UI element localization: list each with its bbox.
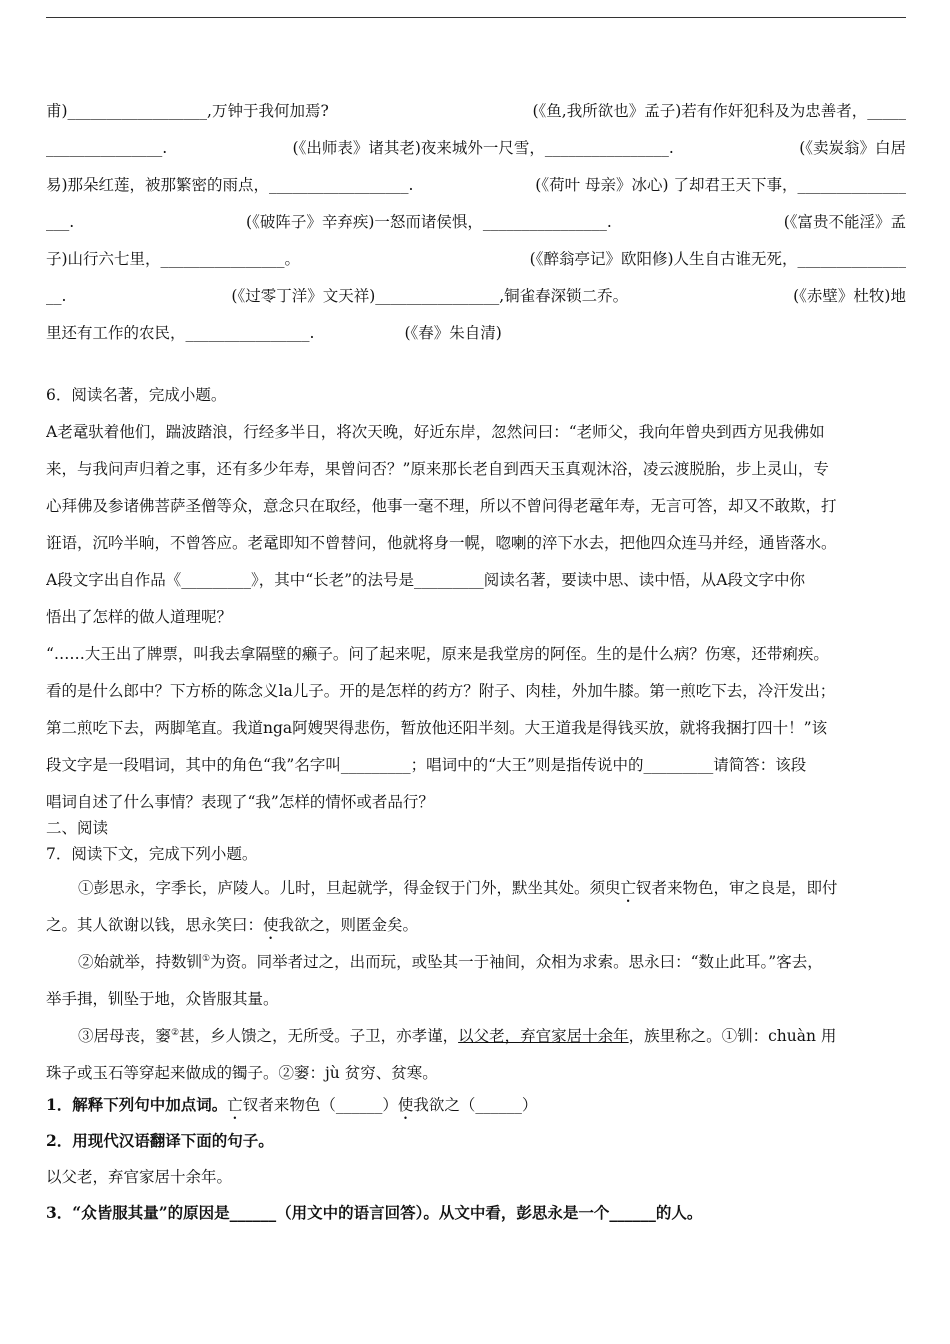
poem-blank: 甫)__________________,万钟于我何加焉? — [46, 102, 329, 120]
poem-line-7 — [46, 315, 906, 352]
poem-line-4 — [46, 204, 906, 241]
passage-line: 看的是什么郎中？下方桥的陈念义la儿子。开的是怎样的药方？附子、肉桂，外加牛膝。第一煎吃下去，冷汗发出； — [46, 682, 836, 700]
dotted-word: 使 — [263, 916, 279, 934]
sub-questions — [46, 1087, 906, 1231]
classical-passage — [46, 870, 906, 1092]
question-line: 悟出了怎样的做人道理呢？ — [46, 608, 233, 626]
paragraph-2-line: ②始就举，持数钏①为资。同举者过之，出而玩，或坠其一于袖间，众相为求索。思永曰：“数止此耳。”客去， — [78, 953, 823, 971]
poem-line-1 — [46, 93, 906, 130]
poem-source: (《春》朱自清) — [404, 324, 502, 342]
poem-source: (《赤壁》杜牧)地 — [793, 287, 906, 305]
poem-blank: _______________. — [46, 139, 168, 157]
question-6 — [46, 377, 906, 821]
top-rule — [46, 17, 906, 18]
paragraph-3-line: ③居母丧，窭②甚，乡人馈之，无所受。子卫，亦孝谨，以父老，弃官家居十余年，族里称之。①钏：chuàn 用 — [78, 1027, 837, 1045]
underlined-sentence: 以父老，弃官家居十余年 — [458, 1027, 629, 1045]
poem-line-5 — [46, 241, 906, 278]
question-line: A段文字出自作品《_________》，其中“长老”的法号是_________阅读名著，要读中思、读中悟，从A段文字中你 — [46, 571, 805, 589]
poem-blank: (《过零丁洋》文天祥)________________,铜雀春深锁二乔。 — [231, 287, 629, 305]
poem-blank: (《醉翁亭记》欧阳修)人生自古谁无死，______________ — [529, 250, 906, 268]
poem-line-3 — [46, 167, 906, 204]
poem-blank: (《荷叶 母亲》冰心) 了却君王天下事，______________ — [535, 176, 906, 194]
footnote-line: 珠子或玉石等穿起来做成的镯子。②窭：jù 贫穷、贫寒。 — [46, 1064, 438, 1082]
passage-line: 第二煎吃下去，两脚笔直。我道nga阿嫂哭得悲伤，暂放他还阳半刻。大王道我是得钱买放，就将我捆打四十！”该 — [46, 719, 828, 737]
footnote-mark: ② — [171, 1027, 180, 1038]
poem-blank: 易)那朵红莲，被那繁密的雨点，__________________. — [46, 176, 414, 194]
question-line: 段文字是一段唱词，其中的角色“我”名字叫_________；唱词中的“大王”则是指传说中的_________请简答：该段 — [46, 756, 807, 774]
poem-blank: ___. — [46, 213, 75, 231]
poem-blank: (《鱼,我所欲也》孟子)若有作奸犯科及为忠善者，_____ — [532, 102, 906, 120]
poem-blank: 里还有工作的农民，________________. — [46, 324, 315, 342]
poem-fill-section — [46, 93, 906, 352]
paragraph-1-line: 之。其人欲谢以钱，思永笑曰：使我欲之，则匿金矣。 — [46, 916, 419, 934]
poem-blank: __. — [46, 287, 67, 305]
paragraph-2-line: 举手揖，钏坠于地，众皆服其量。 — [46, 990, 279, 1008]
poem-blank: (《破阵子》辛弃疾)一怒而诸侯惧，________________. — [246, 213, 612, 231]
poem-line-6 — [46, 278, 906, 315]
question-line: 唱词自述了什么事情？表现了“我”怎样的情怀或者品行？ — [46, 793, 434, 811]
poem-source: (《卖炭翁》白居 — [799, 139, 906, 157]
paragraph-1-line: ①彭思永，字季长，庐陵人。儿时，旦起就学，得金钗于门外，默坐其处。须臾亡钗者来物色，审之良是，即付 — [78, 879, 838, 897]
sub-question-2: 2．用现代汉语翻译下面的句子。 — [46, 1131, 274, 1150]
sub-question-3: 3．“众皆服其量”的原因是______（用文中的语言回答）。从文中看，彭思永是一个______的人。 — [46, 1203, 703, 1222]
section-reading — [46, 815, 906, 867]
sub-question-1: 1．解释下列句中加点词。亡钗者来物色（______）使我欲之（______） — [46, 1095, 538, 1114]
dotted-word: 亡 — [620, 879, 637, 897]
section-heading: 二、阅读 — [46, 819, 109, 837]
passage-line: 心拜佛及参诸佛菩萨圣僧等众，意念只在取经，他事一毫不理，所以不曾问得老鼋年寿，无言可答，却又不敢欺，打 — [46, 497, 837, 515]
passage-line: 诳语，沉吟半晌，不曾答应。老鼋即知不曾替问，他就将身一幌，唿喇的淬下水去，把他四众连马并经，通皆落水。 — [46, 534, 837, 552]
passage-line: 来，与我问声归着之事，还有多少年寿，果曾问否？”原来那长老自到西天玉真观沐浴，凌云渡脱胎，步上灵山，专 — [46, 460, 829, 478]
dotted-word: 亡 — [227, 1096, 243, 1114]
question-heading: 6．阅读名著，完成小题。 — [46, 386, 227, 404]
question-heading: 7．阅读下文，完成下列小题。 — [46, 845, 258, 863]
poem-line-2 — [46, 130, 906, 167]
footnote-mark: ① — [202, 953, 211, 964]
dotted-word: 使 — [397, 1096, 414, 1114]
poem-blank: 子)山行六七里，________________。 — [46, 250, 301, 268]
poem-blank: (《出师表》诸其老)夜来城外一尺雪，________________. — [292, 139, 674, 157]
passage-line: A老鼋驮着他们，踹波踏浪，行经多半日，将次天晚，好近东岸，忽然问曰：“老师父，我向年曾央到西方见我佛如 — [46, 423, 825, 441]
passage-line: “……大王出了牌票，叫我去拿隔壁的癞子。问了起来呢，原来是我堂房的阿侄。生的是什么病？伤寒，还带痢疾。 — [46, 645, 829, 663]
poem-source: (《富贵不能淫》孟 — [783, 213, 906, 231]
translate-sentence: 以父老，弃官家居十余年。 — [46, 1168, 233, 1186]
